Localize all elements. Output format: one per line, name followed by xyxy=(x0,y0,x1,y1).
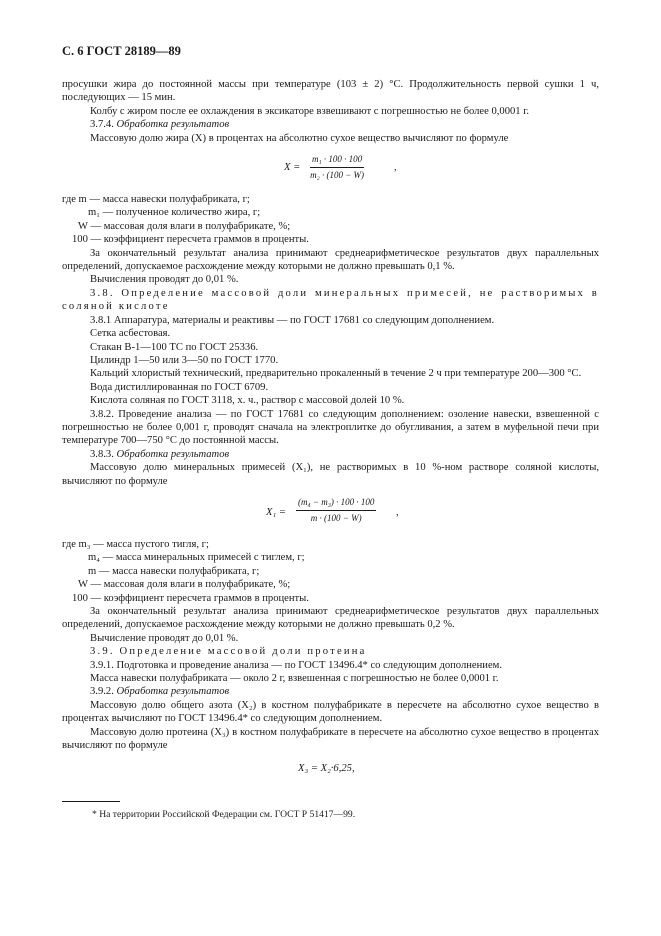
section-title: Обработка результатов xyxy=(116,119,230,131)
list-item: Цилиндр 1—50 или 3—50 по ГОСТ 1770. xyxy=(90,354,279,366)
paragraph-sample-mass: Масса навески полуфабриката — около 2 г, взвешенная с погрешностью не более 0,0001 г. xyxy=(90,673,499,685)
paragraph-result-2: За окончательный результат анализа принимают среднеарифметическое результатов двух параллельных определений, допускаемое расхождение между которыми не должно превышать 0,2 %. xyxy=(62,606,599,631)
paragraph-weighing: Колбу с жиром после ее охлаждения в эксикаторе взвешивают с погрешностью не более 0,0001 г. xyxy=(90,105,530,117)
list-item: Вода дистиллированная по ГОСТ 6709. xyxy=(90,381,269,393)
section-number: 3.7.4. xyxy=(90,119,114,131)
where-line: 100 — коэффициент пересчета граммов в проценты. xyxy=(72,234,309,246)
paragraph-fat-formula-intro: Массовую долю жира (X) в процентах на абсолютно сухое вещество вычисляют по формуле xyxy=(90,132,509,144)
formula-fraction xyxy=(310,153,364,183)
section-3-9-1: 3.9.1. Подготовка и проведение анализа — по ГОСТ 13496.4* со следующим дополнением. xyxy=(90,659,503,671)
section-3-8-2: 3.8.2. Проведение анализа — по ГОСТ 17681 со следующим дополнением: озоление навески, взвешенной с погрешностью не более 0,001 г, проводят сначала на электроплитке до обугливания, а затем в муфельной печи при температуре 700—750 °С до постоянной массы. xyxy=(62,408,599,447)
formula-mineral xyxy=(62,494,599,532)
paragraph-mineral-formula-intro: Массовую долю минеральных примесей (X₁), не растворимых в 10 %-ном растворе соляной кислоты, вычисляют по формуле xyxy=(62,462,599,487)
formula-tail: , xyxy=(396,506,399,518)
page-header: С. 6 ГОСТ 28189—89 xyxy=(62,44,181,58)
where-line: m₄ — масса минеральных примесей с тиглем, г; xyxy=(88,552,305,564)
formula-denominator: m₂ · (100 − W) xyxy=(310,170,365,181)
formula-numerator: (m₄ − m₃) · 100 · 100 xyxy=(296,496,376,511)
section-number: 3.9.2. xyxy=(90,686,114,698)
paragraph-calc-2: Вычисление проводят до 0,01 %. xyxy=(90,632,239,644)
where-line: m₁ — полученное количество жира, г; xyxy=(88,207,261,219)
section-3-8-title: 3.8. Определение массовой доли минеральных примесей, не растворимых в соляной кислоте xyxy=(62,287,599,313)
where-line: 100 — коэффициент пересчета граммов в проценты. xyxy=(72,592,309,604)
where-line: где m₃ — масса пустого тигля, г; xyxy=(62,538,209,550)
footnote: * На территории Российской Федерации см. ГОСТ Р 51417—99. xyxy=(92,809,356,820)
section-3-9-2 xyxy=(62,685,599,698)
paragraph-drying: просушки жира до постоянной массы при температуре (103 ± 2) °С. Продолжительность первой сушки 1 ч, последующих — 15 мин. xyxy=(62,79,599,104)
formula-expression: X₃ = X₂·6,25, xyxy=(298,763,355,775)
section-3-7-4 xyxy=(62,118,599,131)
formula-lhs: X₁ = xyxy=(266,506,286,518)
formula-fat xyxy=(62,151,599,185)
section-3-8-1: 3.8.1 Аппаратура, материалы и реактивы — по ГОСТ 17681 со следующим дополнением. xyxy=(90,314,495,326)
section-3-9-title: 3.9. Определение массовой доли протеина xyxy=(90,646,367,658)
where-line: W — массовая доля влаги в полуфабрикате, %; xyxy=(78,579,291,591)
list-item: Стакан В-1—100 ТС по ГОСТ 25336. xyxy=(90,341,259,353)
formula-lhs: X = xyxy=(284,162,301,174)
document-body xyxy=(62,78,599,782)
list-item: Кальций хлористый технический, предварительно прокаленный в течение 2 ч при температуре 200—300 °С. xyxy=(90,368,582,380)
where-line: m — масса навески полуфабриката, г; xyxy=(88,565,260,577)
formula-protein xyxy=(62,758,599,778)
footnote-rule xyxy=(62,801,120,802)
section-title: Обработка результатов xyxy=(116,686,230,698)
where-line: W — массовая доля влаги в полуфабрикате, %; xyxy=(78,220,291,232)
formula-numerator: m₁ · 100 · 100 xyxy=(310,153,364,168)
formula-denominator: m · (100 − W) xyxy=(310,513,362,524)
paragraph-calc-1: Вычисления проводят до 0,01 %. xyxy=(90,274,239,286)
where-line: где m — масса навески полуфабриката, г; xyxy=(62,194,250,206)
section-3-8-3 xyxy=(62,448,599,461)
list-item: Сетка асбестовая. xyxy=(90,328,171,340)
paragraph-result-1: За окончательный результат анализа принимают среднеарифметическое результатов двух параллельных определений, допускаемое расхождение между которыми не должно превышать 0,1 %. xyxy=(62,247,599,273)
formula-fraction xyxy=(296,496,376,526)
formula-tail: , xyxy=(394,162,397,174)
section-number: 3.8.3. xyxy=(90,448,114,460)
paragraph-nitrogen: Массовую долю общего азота (X₂) в костном полуфабрикате в пересчете на абсолютно сухое вещество в процентах вычисляют по ГОСТ 13496.4* со следующим дополнением. xyxy=(62,699,599,725)
paragraph-protein-formula-intro: Массовую долю протеина (X₃) в костном полуфабрикате в пересчете на абсолютно сухое вещество в процентах вычисляют по формуле xyxy=(62,726,599,752)
list-item: Кислота соляная по ГОСТ 3118, х. ч., раствор с массовой долей 10 %. xyxy=(90,395,405,407)
section-title: Обработка результатов xyxy=(116,448,230,460)
